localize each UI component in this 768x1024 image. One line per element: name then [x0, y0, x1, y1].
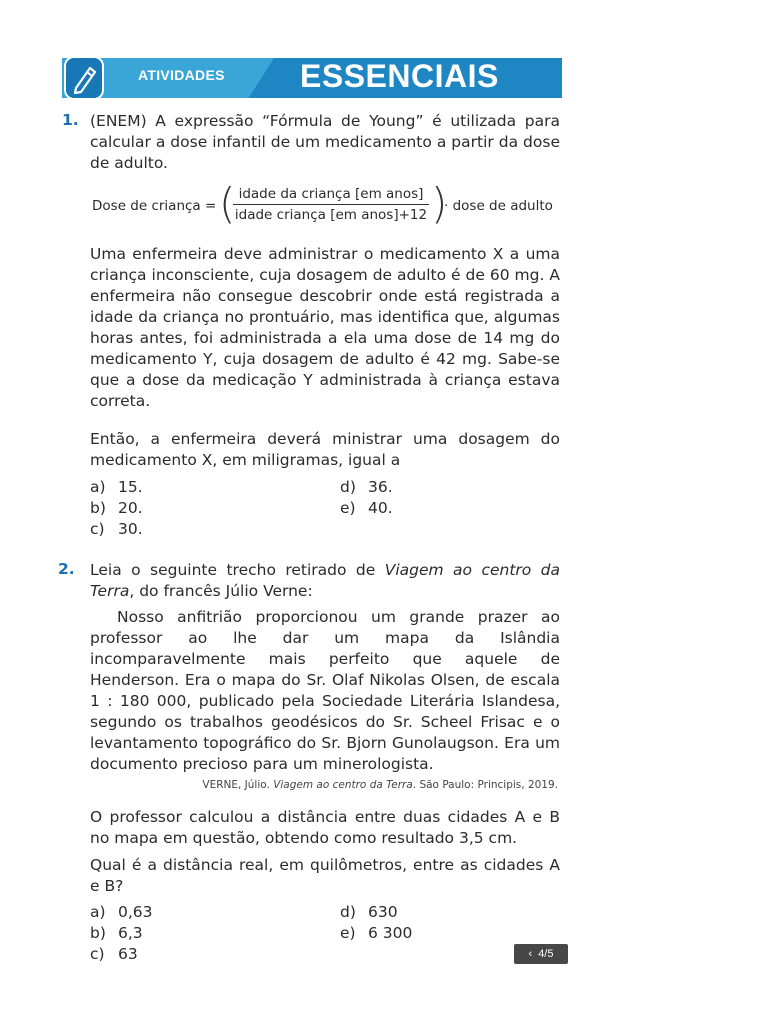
answer-option[interactable]: a) 0,63: [90, 903, 153, 921]
formula-close-paren: ): [431, 179, 448, 228]
answer-option[interactable]: c) 30.: [90, 520, 143, 538]
section-banner: [62, 56, 562, 100]
book-title: Viagem ao centro da Terra: [90, 561, 561, 600]
chevron-left-icon[interactable]: ‹: [528, 948, 533, 960]
answer-option[interactable]: a) 15.: [90, 478, 143, 496]
page-indicator: 4/5: [538, 948, 554, 960]
question-number: 2.: [58, 560, 75, 578]
formula-lhs: Dose de criança =: [92, 198, 217, 214]
question-prompt: Qual é a distância real, em quilômetros, entre as cidades A e B?: [90, 856, 560, 895]
question-number: 1.: [62, 111, 79, 129]
question-intro: (ENEM) A expressão “Fórmula de Young” é utilizada para calcular a dose infantil de um medicamento a partir da dose de adulto.: [90, 112, 560, 172]
question-prompt: Então, a enfermeira deverá ministrar uma dosagem do medicamento X, em miligramas, igual a: [90, 430, 560, 469]
question-body: Uma enfermeira deve administrar o medicamento X a uma criança inconsciente, cuja dosagem de adulto é de 60 mg. A enfermeira não consegue descobrir onde está registrada a idade da criança no prontuário, mas identifica que, algumas horas antes, foi administrada a ela uma dose de 14 mg do medicamento Y, cuja dosagem de adulto é 42 mg. Sabe-se que a dose da medicação Y administrada à criança estava correta.: [90, 245, 560, 410]
formula-numerator: idade da criança [em anos]: [238, 186, 424, 202]
banner-label-large: ESSENCIAIS: [300, 58, 499, 94]
page-navigator[interactable]: [514, 944, 568, 964]
formula-denominator: idade criança [em anos]+12: [234, 207, 428, 223]
answer-option[interactable]: d) 630: [340, 903, 398, 921]
answer-option[interactable]: e) 6 300: [340, 924, 413, 942]
answer-option[interactable]: c) 63: [90, 945, 138, 963]
question-body: O professor calculou a distância entre duas cidades A e B no mapa em questão, obtendo como resultado 3,5 cm.: [90, 808, 560, 847]
question-intro: Leia o seguinte trecho retirado de Viagem ao centro da Terra, do francês Júlio Verne:: [90, 561, 561, 600]
formula-fraction: [231, 186, 431, 223]
answer-option[interactable]: b) 20.: [90, 499, 143, 517]
young-formula: [92, 179, 562, 228]
answer-option[interactable]: d) 36.: [340, 478, 393, 496]
quoted-passage: Nosso anfitrião proporcionou um grande prazer ao professor ao lhe dar um mapa da Islândia incomparavelmente mais perfeito que aquele de Henderson. Era o mapa do Sr. Olaf Nikolas Olsen, de escala 1 : 180 000, publicado pela Sociedade Literária Islandesa, segundo os trabalhos geodésicos do Sr. Scheel Frisac e o levantamento topográfico do Sr. Bjorn Gunolaugson. Era um documento precioso para um minerologista.: [90, 608, 560, 773]
answer-option[interactable]: e) 40.: [340, 499, 393, 517]
banner-label-small: ATIVIDADES: [138, 67, 225, 83]
formula-rhs: · dose de adulto: [444, 198, 553, 214]
formula-open-paren: (: [219, 179, 236, 228]
citation: VERNE, Júlio. Viagem ao centro da Terra. São Paulo: Principis, 2019.: [202, 779, 558, 791]
pencil-icon: [64, 56, 104, 100]
answer-option[interactable]: b) 6,3: [90, 924, 143, 942]
